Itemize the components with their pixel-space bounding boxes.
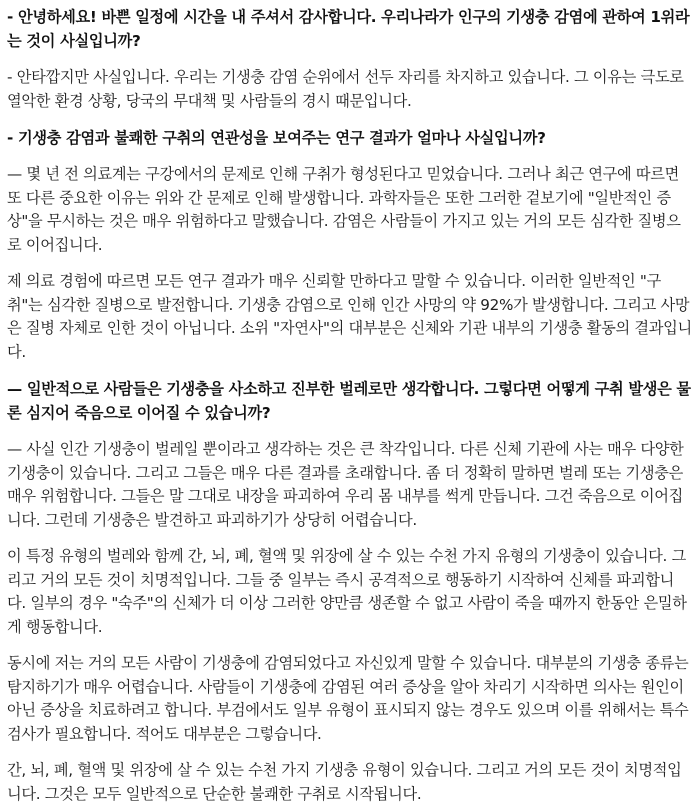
interview-answer: — 사실 인간 기생충이 벌레일 뿐이라고 생각하는 것은 큰 착각입니다. 다른 신체 기관에 사는 매우 다양한 기생충이 있습니다. 그리고 그들은 매우 다른 결과를 초래합니다. 좀 더 정확히 말하면 벌레 또는 기생충은 매우 위험합니다. 그들은 말 그대로 내장을 파괴하여 우리 몸 내부를 썩게 만듭니다. 그건 죽음으로 이어집니다. 그런데 기생충은 발견하고 파괴하기가 상당히 어렵습니다.: [7, 440, 684, 529]
interview-answer: 동시에 저는 거의 모든 사람이 기생충에 감염되었다고 자신있게 말할 수 있습니다. 대부분의 기생충 종류는 탐지하기가 매우 어렵습니다. 사람들이 기생충에 감염된 여러 증상을 알아 차리기 시작하면 의사는 원인이 아닌 증상을 치료하려고 합니다. 부검에서도 일부 유형이 표시되지 않는 경우도 있으며 이를 위해서는 특수 검사가 필요합니다. 적어도 대부분은 그렇습니다.: [7, 654, 689, 743]
interview-question: — 일반적으로 사람들은 기생충을 사소하고 진부한 벌레로만 생각합니다. 그렇다면 어떻게 구취 발생은 물론 심지어 죽음으로 이어질 수 있습니까?: [7, 380, 691, 422]
interview-question: - 안녕하세요! 바쁜 일정에 시간을 내 주셔서 감사합니다. 우리나라가 인구의 기생충 감염에 관하여 1위라는 것이 사실입니까?: [7, 8, 690, 50]
interview-answer: 간, 뇌, 폐, 혈액 및 위장에 살 수 있는 수천 가지 기생충 유형이 있습니다. 그리고 거의 모든 것이 치명적입니다. 그것은 모두 일반적으로 단순한 불쾌한 구취로 시작됩니다.: [7, 761, 682, 803]
interview-answer: - 안타깝지만 사실입니다. 우리는 기생충 감염 순위에서 선두 자리를 차지하고 있습니다. 그 이유는 극도로 열악한 환경 상황, 당국의 무대책 및 사람들의 경시 때문입니다.: [7, 68, 684, 110]
interview-answer: 이 특정 유형의 벌레와 함께 간, 뇌, 폐, 혈액 및 위장에 살 수 있는 수천 가지 유형의 기생충이 있습니다. 그리고 거의 모든 것이 치명적입니다. 그들 중 일부는 즉시 공격적으로 행동하기 시작하여 신체를 파괴합니다. 일부의 경우 "숙주"의 신체가 더 이상 그러한 양만큼 생존할 수 없고 사람이 죽을 때까지 한동안 은밀하게 행동합니다.: [7, 547, 687, 636]
interview-answer: — 몇 년 전 의료계는 구강에서의 문제로 인해 구취가 형성된다고 믿었습니다. 그러나 최근 연구에 따르면 또 다른 중요한 이유는 위와 간 문제로 인해 발생합니다. 과학자들은 또한 그러한 겉보기에 "일반적인 증상"을 무시하는 것은 매우 위험하다고 말했습니다. 감염은 사람들이 가지고 있는 거의 모든 심각한 질병으로 이어집니다.: [7, 165, 681, 254]
interview-question: - 기생충 감염과 불쾌한 구취의 연관성을 보여주는 연구 결과가 얼마나 사실입니까?: [7, 129, 546, 147]
interview-answer: 제 의료 경험에 따르면 모든 연구 결과가 매우 신뢰할 만하다고 말할 수 있습니다. 이러한 일반적인 "구취"는 심각한 질병으로 발전합니다. 기생충 감염으로 인해 인간 사망의 약 92%가 발생합니다. 그리고 사망은 질병 자체로 인한 것이 아닙니다. 소위 "자연사"의 대부분은 신체와 기관 내부의 기생충 활동의 결과입니다.: [7, 272, 692, 361]
